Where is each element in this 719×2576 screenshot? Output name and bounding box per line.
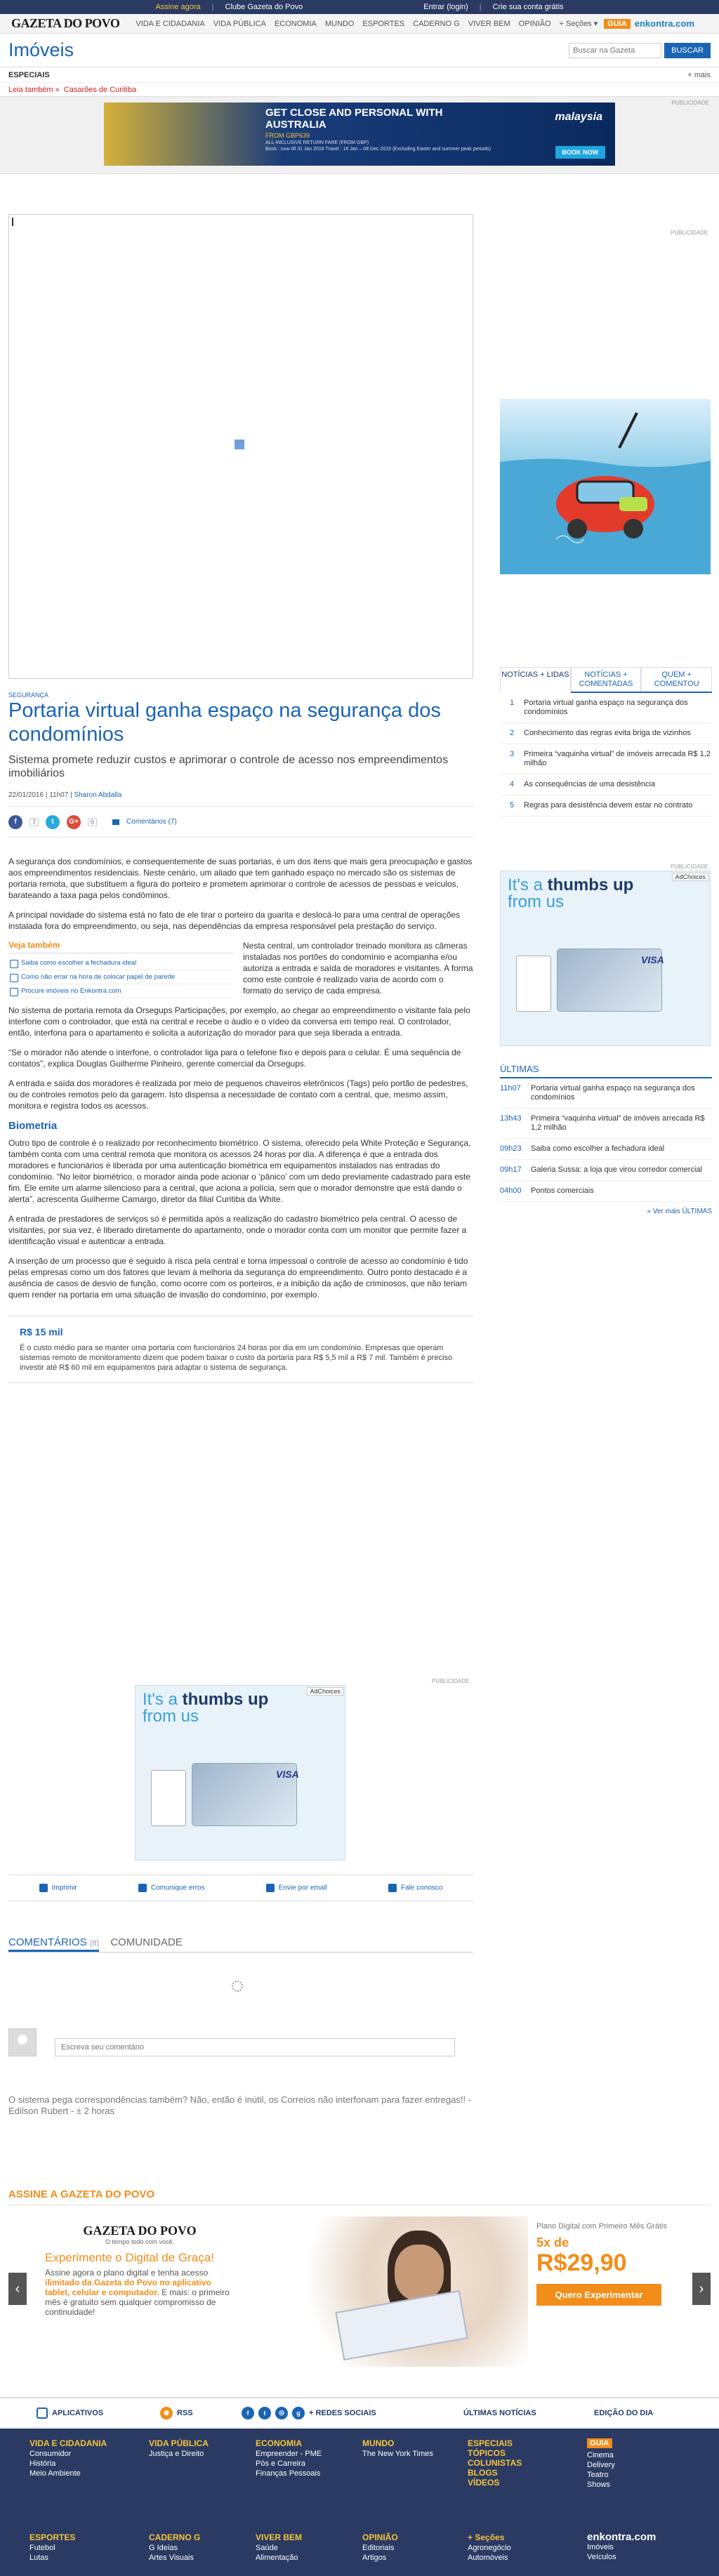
email-label: Envie por email — [278, 1884, 327, 1892]
malaysia-fine: ALL-INCLUSIVE RETURN FARE (FROM GBP) — [265, 140, 369, 145]
login-link[interactable]: Entrar (login) — [423, 3, 468, 11]
malaysia-banner[interactable] — [104, 103, 615, 166]
instagram-icon[interactable]: ◎ — [275, 2407, 288, 2419]
ad-thumbs: thumbs up — [547, 876, 634, 894]
footer-heading[interactable]: CADERNO G — [149, 2532, 201, 2542]
promo-text-2: ilimitado da Gazeta do Povo no aplicativo tablet, celular e computador. — [45, 2278, 211, 2297]
footer-heading[interactable]: TÓPICOS — [468, 2448, 506, 2458]
main-nav — [0, 14, 719, 34]
rank-text: Primeira “vaquinha virtual” de imóveis arrecada R$ 1,2 milhão — [524, 750, 711, 767]
promo-price-x: 5x de — [536, 2235, 569, 2250]
most-read-tabs — [500, 667, 712, 693]
search-button[interactable]: BUSCAR — [664, 43, 711, 58]
footer-link[interactable]: Teatro — [587, 2471, 609, 2479]
footer-link[interactable]: Futebol — [29, 2544, 55, 2552]
article-kicker[interactable]: SEGURANÇA — [8, 692, 49, 699]
article-title: Portaria virtual ganha espaço na segurança dos condomínios — [8, 699, 441, 746]
ultimas-item[interactable] — [500, 1160, 712, 1181]
print-button[interactable] — [39, 1884, 77, 1892]
top-ad-strip — [0, 97, 719, 174]
footer-heading[interactable]: + Seções — [468, 2532, 505, 2542]
rank-number: 5 — [509, 801, 515, 810]
quero-experimentar-button[interactable]: Quero Experimentar — [536, 2284, 661, 2306]
footer-col-guia — [587, 2438, 615, 2490]
footer-link[interactable]: Imóveis — [587, 2543, 614, 2551]
byline — [8, 791, 473, 807]
rank-number: 4 — [509, 780, 515, 788]
footer-link[interactable]: Saúde — [256, 2544, 278, 2552]
print-icon — [39, 1884, 48, 1892]
ultimas-item[interactable] — [500, 1181, 712, 1202]
footer-link[interactable]: Automóveis — [468, 2554, 508, 2562]
fact-text: É o custo médio para se manter uma portaria com funcionários 24 horas por dia em um condomínio. Empresas que operam sistemas remoto de monitoramento dizem que podem baixar o custo da portaria para R$ 5,5 mil a R$ 7 mil. Também é preciso investir até R$ 60 mil em equipamentos para adaptar o sistema de segurança. — [20, 1344, 453, 1372]
leia-label: Leia também » — [8, 85, 60, 94]
ranking-item[interactable] — [500, 744, 712, 774]
comment-tabs — [8, 1934, 473, 1953]
paragraph: A entrada de prestadores de serviços só é permitida após a realização do cadastro biométrico pela central. O acesso de visitantes, por sua vez, é liberado diretamente do apartamento, onde o morador conta com um monitor que permite fazer a identificação visual e autenticar a entrada. — [8, 1214, 467, 1246]
malaysia-headline: GET CLOSE AND PERSONAL WITH AUSTRALIA — [265, 107, 443, 131]
paragraph: A inserção de um processo que é seguido à risca pela central e torna impessoal o controle de acesso ao condomínio é tido pelas empresas como um dos fatores que levam à melhoria da segurança do empreendimento. Outro ponto destacado é a ausência de casos de desvio de função, como ocorre com os porteiros, e a inibição da ação de criminosos, que não teriam quem render na portaria em uma situação de invasão do condomínio, por exemplo. — [8, 1256, 468, 1300]
rank-number: 2 — [509, 729, 515, 737]
footer-col-enkontra — [587, 2532, 656, 2562]
ultimas-time: 13h43 — [500, 1114, 522, 1123]
next-arrow-icon[interactable]: › — [692, 2273, 711, 2305]
footer-col-mais-secoes — [468, 2532, 511, 2563]
ad-headline — [508, 877, 633, 911]
rank-number: 1 — [509, 699, 515, 707]
veja-item[interactable]: Procure imóveis no Enkontra.com — [8, 984, 233, 998]
article — [8, 692, 473, 1399]
contact-label: Fale conosco — [400, 1884, 443, 1892]
promo-photo — [289, 2217, 528, 2367]
visa-logo: VISA — [641, 954, 664, 965]
ad-from: from us — [143, 1707, 199, 1726]
footer-heading[interactable]: ESPORTES — [29, 2532, 76, 2542]
section-title[interactable]: Imóveis — [8, 39, 74, 60]
prev-arrow-icon[interactable]: ‹ — [8, 2273, 27, 2305]
twitter-icon[interactable]: t — [46, 815, 60, 829]
play-icon[interactable] — [235, 440, 244, 449]
ultimas-noticias-link[interactable]: ÚLTIMAS NOTÍCIAS — [463, 2408, 536, 2417]
footer-heading[interactable]: COLUNISTAS — [468, 2458, 522, 2468]
footer-col-economia — [256, 2438, 322, 2478]
tab-count: (8) — [89, 1939, 100, 1948]
email-button[interactable] — [266, 1884, 327, 1892]
promo-text-1: Assine agora o plano digital e tenha acesso — [45, 2268, 209, 2278]
ad-from: from us — [508, 892, 565, 911]
nav-economia[interactable]: ECONOMIA — [274, 19, 317, 28]
ultimas-title[interactable]: ÚLTIMAS — [500, 1064, 712, 1078]
ultimas-item[interactable] — [500, 1109, 712, 1139]
rank-number: 3 — [509, 750, 515, 758]
ultimas-item[interactable] — [500, 1078, 712, 1109]
author-link[interactable]: Sharon Abdalla — [74, 791, 122, 799]
microphone-icon — [388, 1884, 397, 1892]
comments-section — [8, 1934, 473, 2117]
section-header — [0, 34, 719, 67]
rank-text: Regras para desistência devem estar no contrato — [524, 801, 693, 810]
footer-link[interactable]: Pós e Carreira — [256, 2459, 305, 2468]
especiais-bar — [0, 67, 719, 83]
visa-logo: VISA — [276, 1769, 299, 1780]
comments-link[interactable]: Comentários (7) — [126, 818, 177, 826]
cursor-marker — [12, 218, 13, 226]
rank-text: As consequências de uma desistência — [524, 780, 656, 788]
top-bar — [0, 0, 719, 14]
promo-price: R$29,90 — [536, 2250, 627, 2276]
promo-text-3: E mais: o primeiro mês é gratuito sem qualquer compromisso de continuidade! — [45, 2287, 230, 2317]
paragraph: “Se o morador não atende o interfone, o controlador liga para o telefone fixo e depois para o celular. É uma sequência de contatos”, explica Douglas Guilherme Pinheiro, gerente comercial da Orsegups. — [8, 1048, 461, 1069]
ad-its: It's a — [508, 876, 543, 894]
footer-enkontra-logo[interactable]: enkontra.com — [587, 2531, 657, 2543]
nav-opiniao[interactable]: OPINIÃO — [518, 19, 551, 28]
promo-plan: Plano Digital com Primeiro Mês Grátis — [536, 2222, 667, 2231]
ultimas-text: Saiba como escolher a fechadura ideal — [531, 1144, 665, 1153]
article-date: 22/01/2016 | 11h07 | — [8, 791, 72, 799]
enkontra-link[interactable]: enkontra.com — [634, 18, 695, 29]
comment-icon — [112, 819, 119, 825]
promo-text — [45, 2268, 235, 2317]
signup-link[interactable]: Crie sua conta grátis — [492, 3, 564, 11]
pencil-icon — [138, 1884, 147, 1892]
assine-title[interactable]: ASSINE A GAZETA DO POVO — [8, 2188, 711, 2205]
gplus-count: 0 — [88, 818, 97, 826]
twitter-icon[interactable]: t — [258, 2407, 271, 2419]
phone-icon — [37, 2407, 48, 2419]
paragraph: Nesta central, um controlador treinado monitora as câmeras instaladas nos portões do condomínio e acompanha e/ou autoriza a entrada e saída de moradores e visitantes. A forma como este controle é realizado varia de acordo com o formato do serviço de cada empresa. — [243, 941, 473, 996]
tab-comentarios[interactable] — [8, 1936, 99, 1952]
share-bar — [8, 807, 473, 838]
footer-link[interactable]: Meio Ambiente — [29, 2469, 81, 2478]
ultimas-widget — [500, 1064, 712, 1215]
comment-input[interactable] — [55, 2038, 455, 2056]
footer-link[interactable]: Cinema — [587, 2451, 614, 2459]
article-tools — [8, 1875, 473, 1901]
fact-box — [8, 1316, 473, 1383]
promo-copy — [45, 2224, 235, 2317]
ultimas-time: 09h23 — [500, 1144, 522, 1153]
loading-spinner — [232, 1981, 243, 1992]
nav-more-sections[interactable]: + Seções ▾ — [559, 20, 598, 28]
site-logo[interactable]: GAZETA DO POVO — [11, 16, 120, 30]
separator: | — [211, 3, 214, 11]
woman-face — [395, 2245, 444, 2301]
nav-mundo[interactable]: MUNDO — [324, 19, 355, 28]
veja-tambem-box — [8, 940, 233, 998]
malaysia-brand: malaysia — [555, 111, 602, 123]
nav-esportes[interactable]: ESPORTES — [362, 19, 405, 28]
gplus-icon[interactable]: G+ — [67, 815, 81, 829]
ad-label: PUBLICIDADE — [671, 864, 708, 870]
footer-col-opiniao — [362, 2532, 398, 2563]
comment-form — [8, 2028, 473, 2056]
veja-title: Veja também — [8, 940, 233, 953]
ultimas-time: 11h07 — [500, 1084, 521, 1092]
paragraph: A segurança dos condomínios, e consequentemente de suas portarias, é um dos itens que mais gera preocupação e gastos aos empreendimentos residenciais. Neste cenário, um aliado que tem ganhado espaço no mercado são os sistemas de portaria remota, que substituem a figura do porteiro e prometem aprimorar o controle de acessos de pessoas e veículos, barateando a taxa paga pelos condôminos. — [8, 857, 473, 900]
promo-tagline: O tempo todo com você. — [105, 2238, 175, 2245]
especiais-label[interactable]: ESPECIAIS — [8, 70, 50, 79]
avatar — [8, 2028, 37, 2056]
ultimas-item[interactable] — [500, 1139, 712, 1160]
ad-thumbs: thumbs up — [182, 1690, 269, 1709]
media-player[interactable] — [8, 214, 473, 679]
footer-col-especiais — [468, 2438, 522, 2488]
tab-quem-comentou[interactable]: QUEM + COMENTOU — [641, 667, 712, 692]
rss-icon: ◉ — [160, 2407, 173, 2419]
report-label: Comunique erros — [150, 1884, 205, 1892]
footer-link[interactable]: Artigos — [362, 2554, 387, 2562]
paragraph: No sistema de portaria remota da Orsegups Participações, por exemplo, ao chegar ao empreendimento o visitante fala pelo interfone com o controlador, que está na central e recebe o áudio e o vídeo da conversa em tempo real. O controlador, então, interfona para o apartamento e solicita a autorização do morador para que seja liberada a entrada. — [8, 1005, 470, 1038]
veja-item[interactable]: Saiba como escolher a fechadura ideal — [8, 956, 233, 970]
car-diver-illustration — [500, 399, 711, 574]
footer-link[interactable]: Artes Visuais — [149, 2554, 194, 2562]
footer-col-esportes — [29, 2532, 75, 2563]
ver-mais-ultimas[interactable]: » Ver mais ÚLTIMAS — [647, 1208, 712, 1215]
ad-label: PUBLICIDADE — [432, 1678, 470, 1684]
promo-logo: GAZETA DO POVO — [83, 2224, 197, 2238]
most-read-widget — [500, 667, 712, 817]
fact-value: R$ 15 mil — [20, 1326, 63, 1337]
footer-heading[interactable]: VIDA E CIDADANIA — [29, 2438, 107, 2448]
article-body — [8, 856, 473, 1383]
footer-col-vida-publica — [149, 2438, 209, 2459]
ranking-item[interactable] — [500, 723, 712, 744]
promo-offer — [536, 2222, 684, 2306]
side-ad-image[interactable] — [500, 399, 711, 574]
ultimas-text: Primeira “vaquinha virtual” de imóveis arrecada R$ 1,2 milhão — [531, 1114, 705, 1132]
assine-link[interactable]: Assine agora — [155, 3, 201, 11]
gplus-icon[interactable]: g — [292, 2407, 305, 2419]
footer-link[interactable]: Shows — [587, 2481, 611, 2489]
nav-caderno-g[interactable]: CADERNO G — [413, 19, 460, 28]
tab-comunidade[interactable]: COMUNIDADE — [110, 1936, 183, 1948]
print-label: Imprimir — [51, 1884, 77, 1892]
ranking-item[interactable] — [500, 693, 712, 723]
apps-label: APLICATIVOS — [52, 2408, 104, 2417]
footer-col-vida — [29, 2438, 107, 2478]
visa-ad-side[interactable] — [500, 871, 711, 1046]
footer-link[interactable]: Justiça e Direito — [149, 2450, 204, 2458]
footer-nav — [0, 2397, 719, 2428]
nav-vida-cidadania[interactable]: VIDA E CIDADANIA — [136, 19, 205, 28]
latest-comment[interactable]: O sistema pega correspondências também? Não, então é inútil, os Correios não interfonam para fazer entregas!! - Edilson Rubert - ± 2 horas — [8, 2094, 472, 2116]
footer-link[interactable]: Lutas — [29, 2554, 48, 2562]
phone-card — [516, 956, 551, 1012]
rss-label: RSS — [177, 2408, 193, 2417]
facebook-icon[interactable]: f — [242, 2407, 254, 2419]
report-error-button[interactable] — [138, 1884, 205, 1892]
adchoices-link[interactable]: AdChoices — [307, 1687, 343, 1696]
paragraph: A principal novidade do sistema está no fato de ele tirar o porteiro da guarita e deslocá-lo para uma central de operações instalada fora do empreendimento, ou seja, nas dependências da empresa responsável pela prestação do serviço. — [8, 910, 461, 931]
adchoices-link[interactable]: AdChoices — [672, 873, 708, 881]
footer-heading[interactable]: MUNDO — [362, 2438, 395, 2448]
tab-label: COMENTÁRIOS — [8, 1936, 87, 1948]
footer — [0, 2429, 719, 2576]
footer-link[interactable]: História — [29, 2459, 56, 2468]
subscription-promo — [8, 2217, 711, 2367]
veja-item[interactable]: Como não errar na hora de colocar papel de parede — [8, 970, 233, 984]
footer-heading[interactable]: VIDA PÚBLICA — [149, 2438, 209, 2448]
footer-heading[interactable]: ECONOMIA — [256, 2438, 302, 2448]
footer-col-viver-bem — [256, 2532, 302, 2563]
clube-link[interactable]: Clube Gazeta do Povo — [225, 3, 303, 11]
footer-col-mundo — [362, 2438, 433, 2459]
footer-heading[interactable]: ESPECIAIS — [468, 2438, 513, 2448]
promo-headline: Experimente o Digital de Graça! — [45, 2251, 214, 2264]
ad-headline — [143, 1691, 268, 1725]
rank-text: Portaria virtual ganha espaço na segurança dos condomínios — [524, 699, 688, 716]
footer-heading[interactable]: BLOGS — [468, 2468, 498, 2478]
footer-link[interactable]: Delivery — [587, 2461, 615, 2469]
tablet-illustration — [335, 2290, 468, 2360]
footer-guia-badge[interactable]: GUIA — [587, 2438, 612, 2448]
apps-link[interactable] — [37, 2407, 103, 2419]
footer-col-caderno-g — [149, 2532, 200, 2563]
social-links — [242, 2407, 376, 2419]
book-now-button[interactable]: BOOK NOW — [555, 146, 606, 159]
especiais-more[interactable]: + mais — [687, 70, 711, 79]
guia-link[interactable]: GUIA — [604, 19, 631, 29]
footer-heading[interactable]: VIVER BEM — [256, 2532, 303, 2542]
ranking-item[interactable] — [500, 795, 712, 817]
rank-text: Conhecimento das regras evita briga de vizinhos — [524, 729, 691, 737]
leia-link[interactable]: Casarões de Curitiba — [63, 85, 137, 94]
footer-link[interactable]: Agronegócio — [468, 2544, 511, 2552]
facebook-count: 7 — [29, 818, 39, 826]
ultimas-time: 04h00 — [500, 1187, 522, 1195]
footer-link[interactable]: Finanças Pessoais — [256, 2469, 321, 2478]
footer-heading[interactable]: OPINIÃO — [362, 2532, 398, 2542]
redes-label[interactable]: + REDES SOCIAIS — [309, 2408, 376, 2417]
edicao-do-dia-link[interactable]: EDIÇÃO DO DIA — [594, 2408, 654, 2417]
footer-link[interactable]: The New York Times — [362, 2450, 433, 2458]
facebook-icon[interactable]: f — [8, 815, 22, 829]
malaysia-price: FROM GBP639 — [265, 132, 310, 139]
article-subtitle: Sistema promete reduzir custos e aprimorar o controle de acesso nos empreendimentos imobiliários — [8, 754, 449, 779]
separator: | — [479, 3, 482, 11]
phone-card — [151, 1770, 186, 1826]
ad-its: It's a — [143, 1690, 178, 1709]
subheading: Biometria — [8, 1120, 58, 1132]
footer-link[interactable]: G Ideias — [149, 2544, 178, 2552]
ad-label: PUBLICIDADE — [671, 100, 709, 106]
leia-tambem-bar — [0, 83, 719, 97]
rss-link[interactable] — [160, 2407, 193, 2419]
contact-button[interactable] — [388, 1884, 442, 1892]
nav-viver-bem[interactable]: VIVER BEM — [468, 19, 510, 28]
footer-link[interactable]: Consumidor — [29, 2450, 72, 2458]
visa-ad-inline[interactable] — [135, 1685, 345, 1861]
ultimas-text: Portaria virtual ganha espaço na segurança dos condomínios — [531, 1084, 695, 1102]
search-input[interactable] — [569, 43, 661, 58]
footer-heading[interactable]: VÍDEOS — [468, 2478, 500, 2488]
ultimas-text: Pontos comerciais — [531, 1187, 594, 1195]
mail-icon — [266, 1884, 275, 1892]
footer-link[interactable]: Alimentação — [256, 2554, 298, 2562]
ranking-item[interactable] — [500, 774, 712, 795]
ultimas-text: Galeria Sussa: a loja que virou corredor comercial — [531, 1165, 702, 1174]
nav-vida-publica[interactable]: VIDA PÚBLICA — [213, 19, 266, 28]
ultimas-time: 09h17 — [500, 1165, 522, 1174]
paragraph: A entrada e saída dos moradores é realizada por meio de pequenos chaveiros eletrônicos (Tags) pelo portão de pedestres, ou de controles remotos pelo da garagem. Isto dispensa a necessidade de contato com a central, que, mesmo assim, monitora e registra todos os acessos. — [8, 1078, 468, 1111]
footer-link[interactable]: Empreender - PME — [256, 2450, 322, 2458]
malaysia-dates: Book : now till 31 Jan 2016 Travel : 16 Jan – 08 Dec 2016 (Excluding Easter and summer peak periods) — [265, 147, 492, 152]
tab-mais-lidas[interactable]: NOTÍCIAS + LIDAS — [500, 667, 571, 693]
footer-link[interactable]: Veículos — [587, 2553, 616, 2561]
tab-mais-comentadas[interactable]: NOTÍCIAS + COMENTADAS — [571, 667, 642, 692]
footer-link[interactable]: Editoriais — [362, 2544, 395, 2552]
paragraph: Outro tipo de controle é o realizado por reconhecimento biométrico. O sistema, oferecido pela White Proteção e Segurança, também conta com uma central remota que monitora os acessos 24 horas por dia. A diferença é que a entrada dos moradores e funcionários é liberada por uma autenticação biométrica em equipamentos instalados nas entradas do condomínio. “No leitor biométrico, o morador ainda pode acionar o ‘pânico’ com um dedo previamente cadastrado para este fim. Ele emite um alarme silencioso para a central, que aciona a polícia, sem que o morador demonstre que está dando o alerta”, acrescenta Guilherme Camargo, diretor da filial Curitiba da White. — [8, 1138, 471, 1204]
ad-label: PUBLICIDADE — [671, 230, 708, 236]
